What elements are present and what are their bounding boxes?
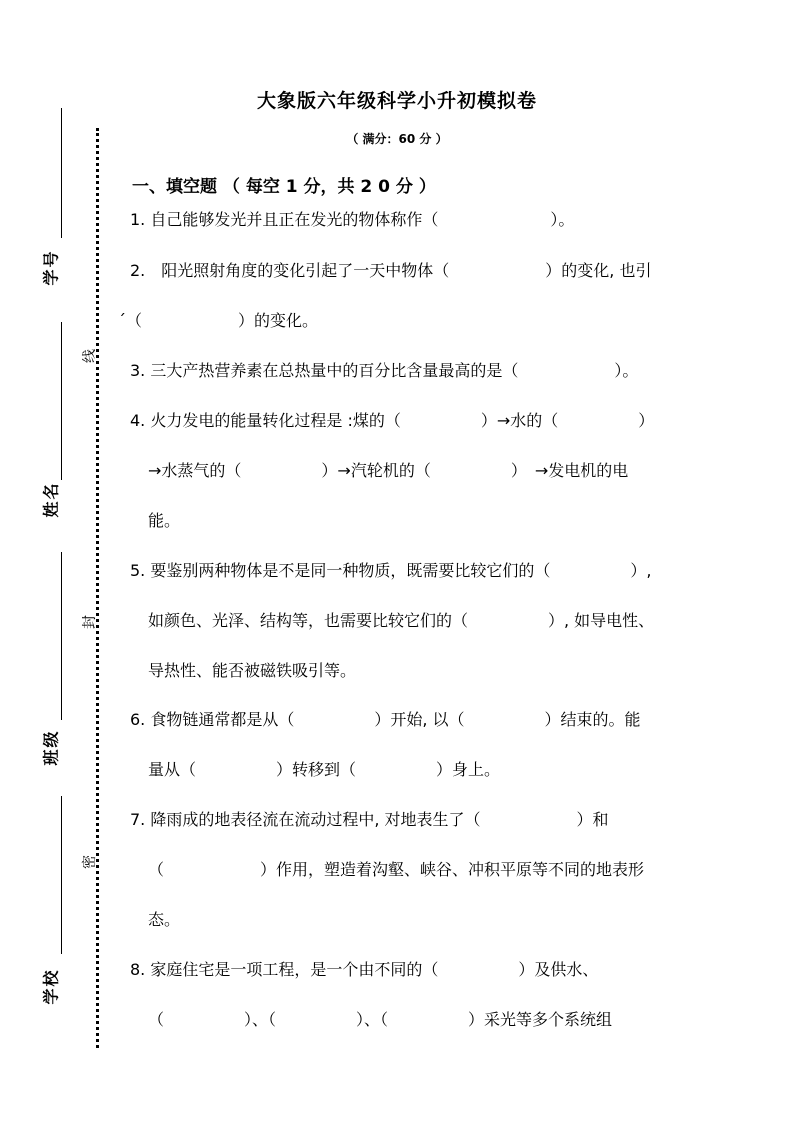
name-label: 姓名	[41, 481, 61, 518]
cut-dotted-line	[96, 128, 99, 1048]
question-8-line-2: （ ）、（ ）、（ ）采光等多个系统组	[148, 1010, 613, 1029]
question-6-line-2: 量从（ ）转移到（ ）身上。	[148, 760, 501, 779]
question-7-line-1: 7. 降雨成的地表径流在流动过程中, 对地表生了（ ）和	[130, 810, 609, 829]
question-5-line-2: 如颜色、光泽、结构等，也需要比较它们的（ ）, 如导电性、	[148, 611, 655, 630]
student-id-label: 学号	[41, 249, 61, 286]
secret-marker: 密	[82, 855, 98, 869]
exam-title: 大象版六年级科学小升初模拟卷	[256, 90, 537, 112]
question-4-line-1: 4. 火力发电的能量转化过程是 :煤的（ ）→水的（ ）	[130, 411, 655, 430]
question-4-line-3: 能。	[148, 511, 181, 530]
class-label: 班级	[41, 729, 61, 766]
question-1: 1. 自己能够发光并且正在发光的物体称作（ ）。	[130, 210, 575, 229]
cut-line-marker: 线	[82, 349, 98, 363]
question-6-line-1: 6. 食物链通常都是从（ ）开始, 以（ ）结束的。能	[130, 710, 641, 729]
question-2-line-2: ˊ（ ）的变化。	[118, 311, 319, 330]
question-3: 3. 三大产热营养素在总热量中的百分比含量最高的是（ ）。	[130, 361, 639, 380]
school-label: 学校	[41, 968, 61, 1005]
question-5-line-1: 5. 要鉴别两种物体是不是同一种物质，既需要比较它们的（ ）,	[130, 561, 652, 580]
exam-subtitle: （ 满分：60 分 ）	[346, 132, 448, 146]
question-8-line-1: 8. 家庭住宅是一项工程，是一个由不同的（ ）及供水、	[130, 960, 599, 979]
question-7-line-3: 态。	[148, 910, 181, 929]
question-2-line-1: 2. 阳光照射角度的变化引起了一天中物体（ ）的变化, 也引	[130, 261, 652, 280]
student-id-underline	[61, 108, 62, 238]
question-5-line-3: 导热性、能否被磁铁吸引等。	[148, 661, 357, 680]
seal-marker: 封	[82, 615, 98, 629]
school-underline	[61, 796, 62, 954]
question-4-line-2: →水蒸气的（ ）→汽轮机的（ ） →发电机的电	[148, 461, 629, 480]
question-7-line-2: （ ）作用，塑造着沟壑、峡谷、冲积平原等不同的地表形	[148, 860, 645, 879]
name-underline	[61, 322, 62, 480]
section-heading: 一、填空题 （ 每空 1 分，共 2 0 分 ）	[132, 177, 436, 197]
class-underline	[61, 552, 62, 720]
